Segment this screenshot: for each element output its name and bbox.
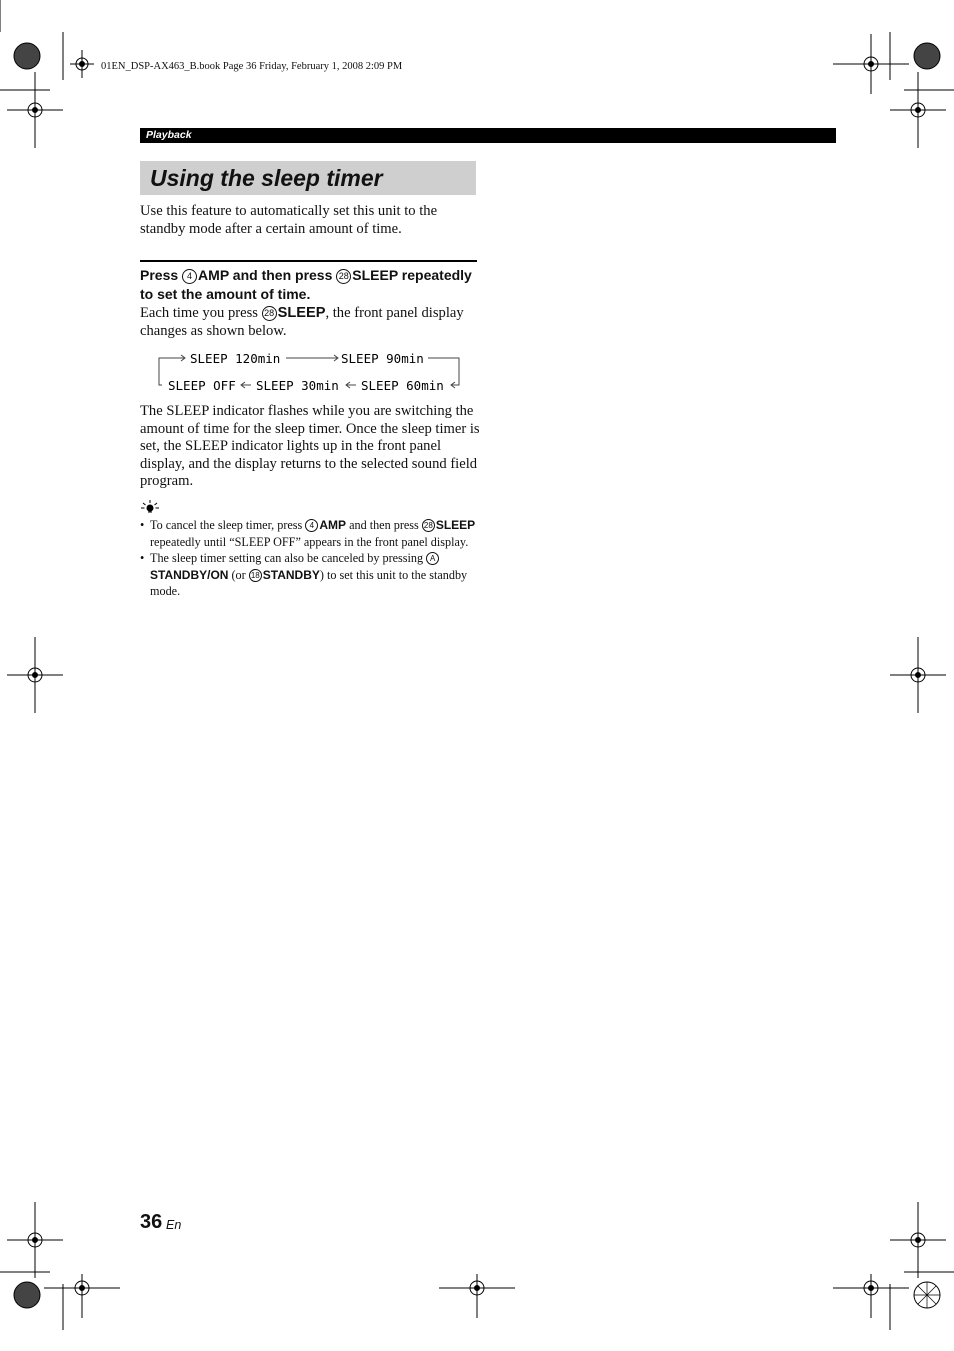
step-instruction [140,266,480,304]
step-text: and then press [228,267,337,283]
book-info-header: 01EN_DSP-AX463_B.book Page 36 Friday, February 1, 2008 2:09 PM [101,61,403,72]
lcd-sleep-120: SLEEP 120min [190,351,281,366]
standby-key-label: STANDBY [262,567,320,582]
tip-text: ) to set this unit to the standby mode. [150,567,468,599]
tip-text: (or [228,567,249,582]
tip-text: repeatedly until “SLEEP OFF” appears in the front panel display. [150,534,469,549]
paragraph-text: , the front panel display changes as shown below. [140,305,464,339]
paragraph-text: Each time you press [140,305,262,321]
lcd-sleep-off: SLEEP OFF [168,378,236,393]
amp-key-label: AMP [198,267,229,283]
step-text: repeatedly to set the amount of time. [140,267,472,302]
key-number-badge: 4 [182,269,197,284]
key-number-badge: 28 [262,306,277,321]
key-number-badge: 28 [422,519,435,532]
sleep-cycle-diagram [150,348,470,398]
title-box [140,161,476,195]
page-number: 36 [140,1211,163,1233]
tip-item [140,550,480,600]
key-letter-badge: A [426,552,439,565]
each-time-paragraph [140,305,480,340]
tips-list [140,517,480,600]
tip-text: To cancel the sleep timer, press [150,518,306,532]
tip-item [140,517,480,550]
key-number-badge: 4 [305,519,318,532]
step-text: Press [140,267,183,283]
section-label: Playback [146,129,192,141]
lcd-sleep-60: SLEEP 60min [361,378,444,393]
page-language: En [166,1218,182,1232]
key-number-badge: 28 [336,269,351,284]
tip-lightbulb-icon [141,500,159,514]
section-bar [140,128,836,143]
sleep-key-label: SLEEP [352,267,398,283]
sleep-key-label: SLEEP [435,518,476,532]
tip-text: The sleep timer setting can also be canceled by pressing [150,551,427,566]
indicator-paragraph: The SLEEP indicator flashes while you are switching the amount of time for the sleep timer. Once the sleep timer is set, the SLEEP indicator lights up in the front panel display, and the display returns to the selected sound field program. [140,403,480,489]
amp-key-label: AMP [319,518,347,532]
key-number-badge: 18 [249,569,262,582]
tip-text: and then press [346,518,422,532]
page-title: Using the sleep timer [150,165,383,191]
standby-on-key-label: STANDBY/ON [150,567,229,582]
lcd-sleep-30: SLEEP 30min [256,378,339,393]
intro-paragraph: Use this feature to automatically set this unit to the standby mode after a certain amount of time. [140,203,438,237]
step-divider [140,260,477,262]
lcd-sleep-90: SLEEP 90min [341,351,424,366]
sleep-key-label: SLEEP [277,305,326,321]
